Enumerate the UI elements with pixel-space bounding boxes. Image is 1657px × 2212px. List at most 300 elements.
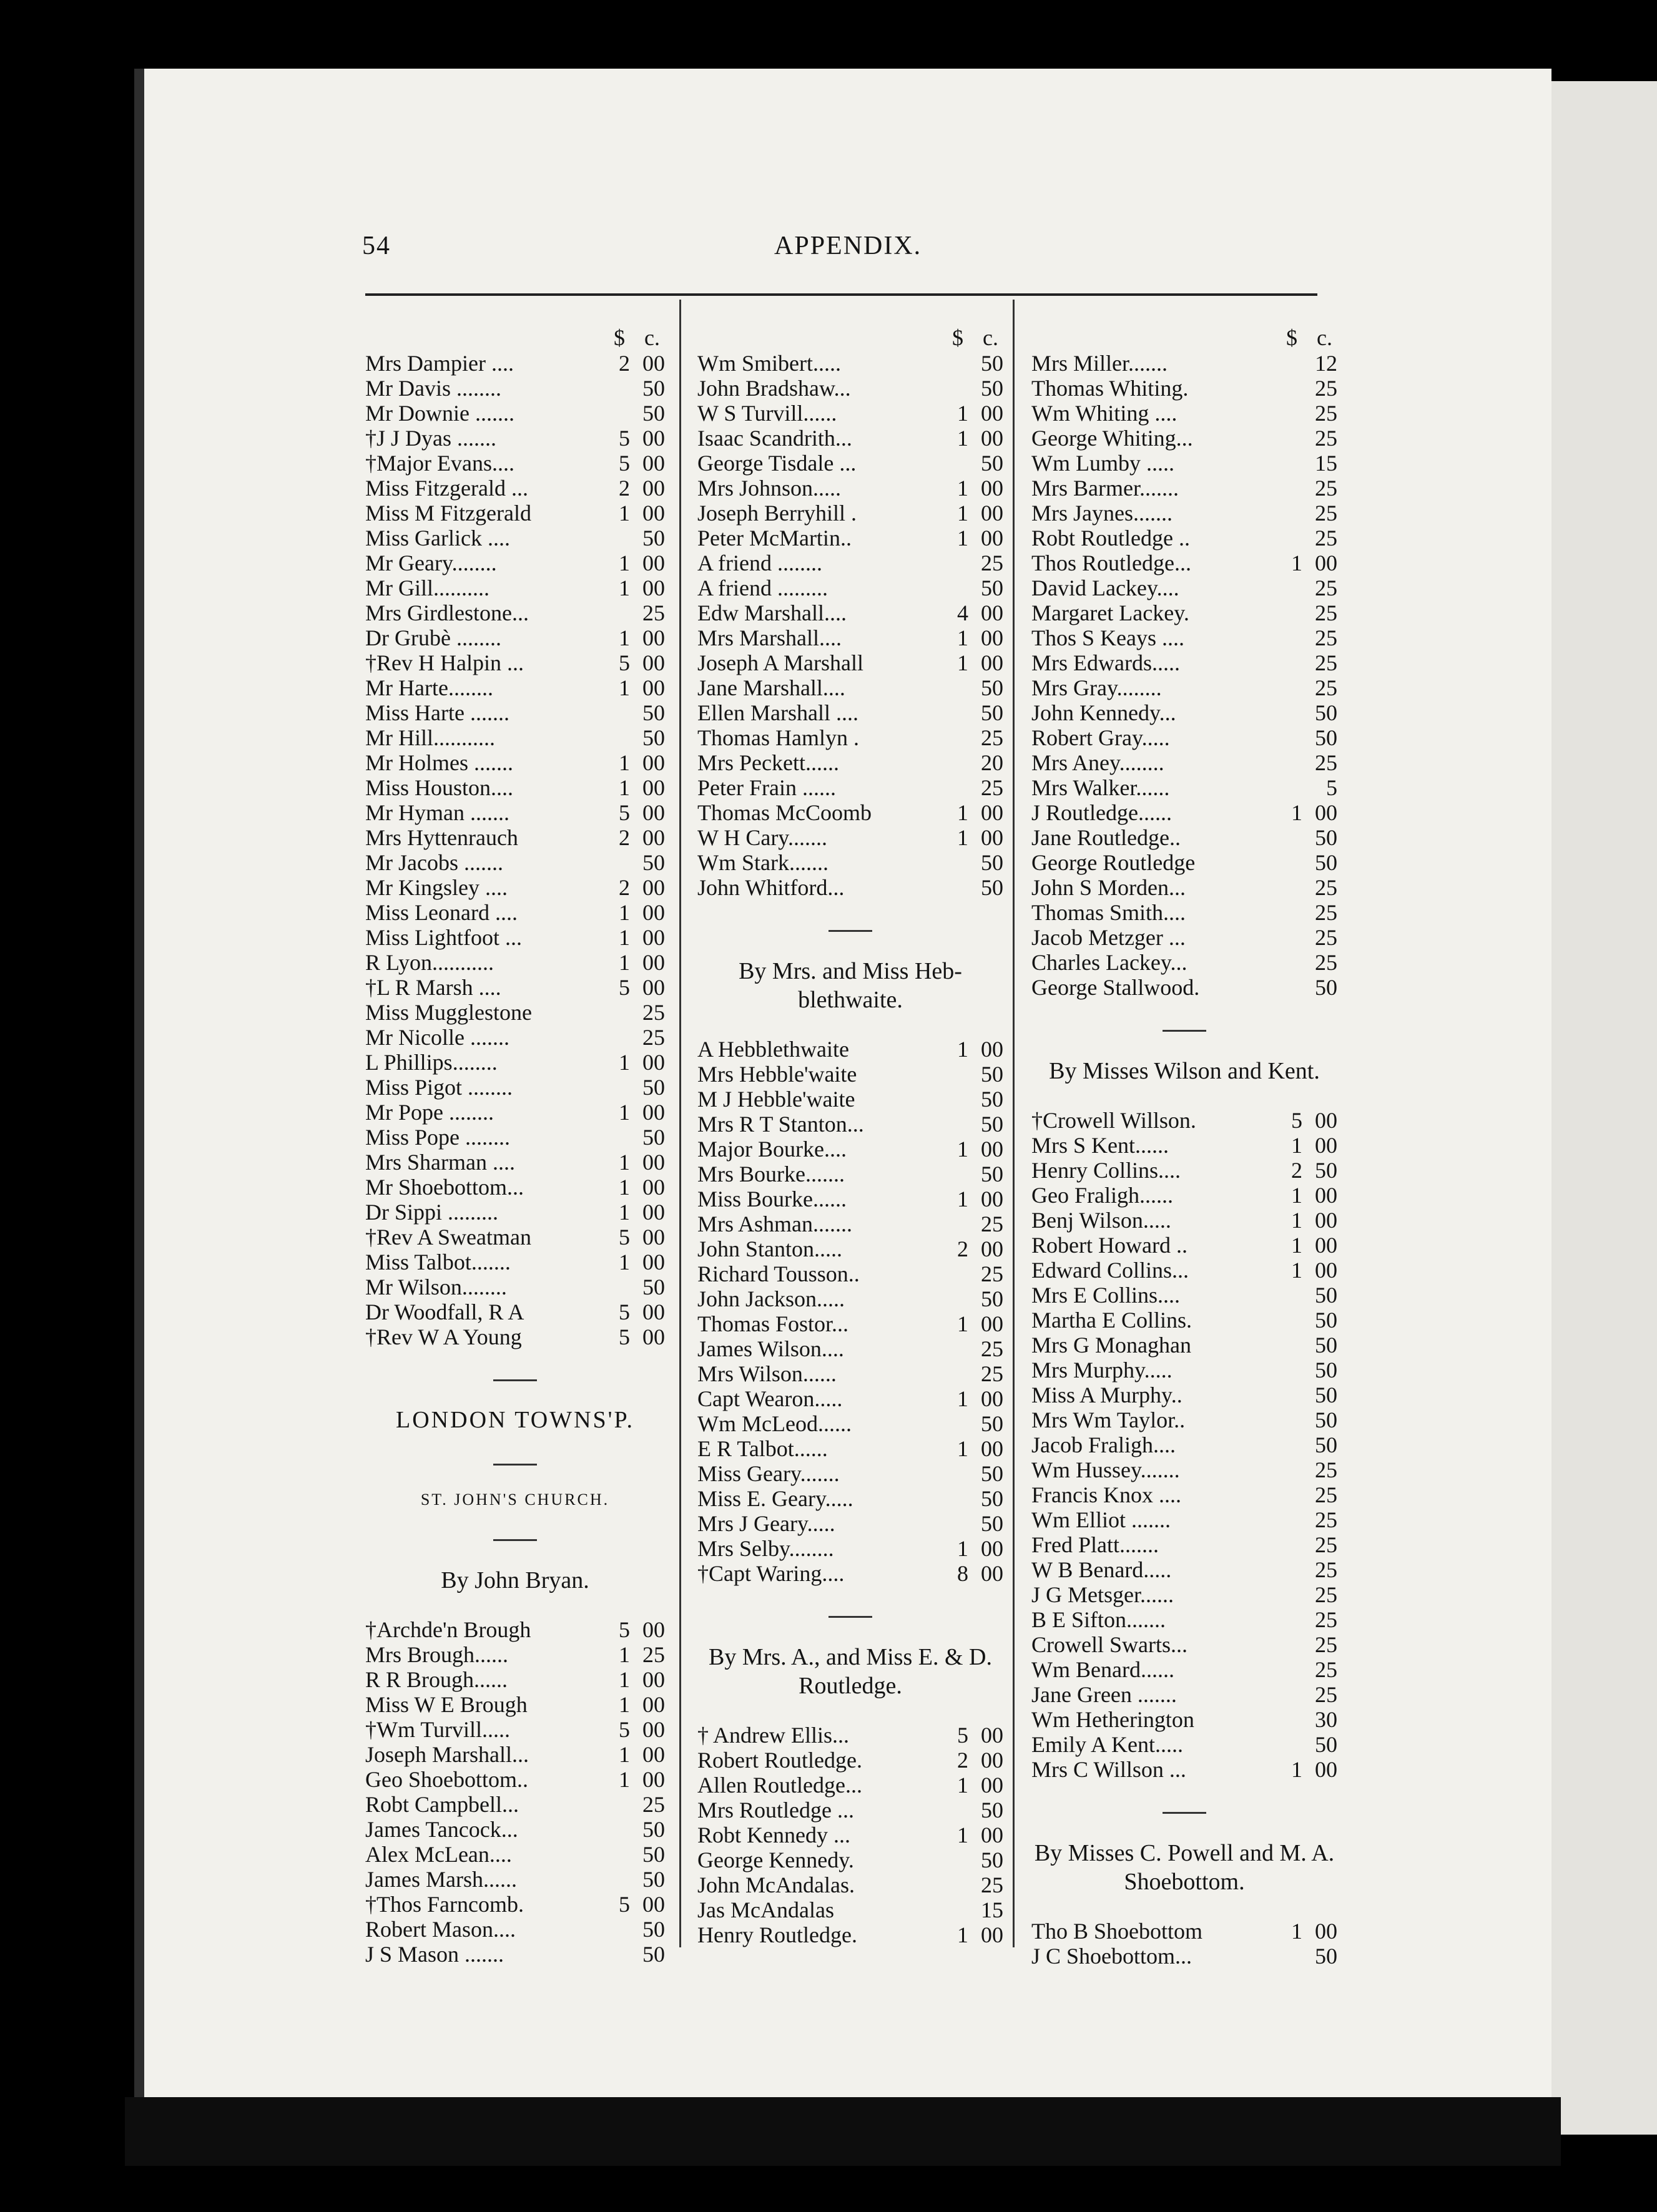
subscriber-row [697,1511,1003,1536]
amount-cents: 00 [981,1723,1003,1748]
amount-cents: 25 [1315,875,1337,900]
cents-header: c. [644,325,660,350]
amount-dollars [605,700,630,725]
subscriber-row [365,1150,665,1175]
subscriber-name: Miss Pope ........ [365,1125,511,1150]
subscriber-row [1031,1482,1337,1507]
subscriber-name: M J Hebble'waite [697,1087,855,1112]
amount-cents: 50 [981,451,1003,476]
subscriber-row [1031,1358,1337,1382]
subscriber-row [697,1561,1003,1586]
amount-dollars [943,376,968,401]
subscriber-row [365,1125,665,1150]
subscriber-name: Dr Sippi ......... [365,1200,499,1225]
subscriber-name: † Andrew Ellis... [697,1723,849,1748]
subscriber-row [365,1299,665,1324]
amount-dollars: 2 [957,1748,968,1773]
amount-dollars: 1 [1291,1133,1302,1158]
amount-dollars [1277,625,1302,650]
amount-cents: 00 [642,800,665,825]
subscriber-row [1031,1183,1337,1208]
amount-dollars [1277,1532,1302,1557]
amount-cents: 00 [981,1536,1003,1561]
amount-cents: 00 [1315,1258,1337,1283]
amount-dollars [605,376,630,401]
subscriber-row [365,1324,665,1349]
subscriber-name: Miss Talbot....... [365,1250,511,1275]
subscriber-name: George Whiting... [1031,426,1193,451]
amount-dollars: 1 [619,675,630,700]
spacer [697,1713,1003,1723]
amount-cents: 25 [1315,1507,1337,1532]
amount-cents: 25 [1315,1457,1337,1482]
amount-dollars [1277,975,1302,1000]
amount-cents: 00 [1315,1183,1337,1208]
amount-dollars [1277,1944,1302,1969]
column-2 [697,325,1003,1947]
subscriber-name: Wm McLeod...... [697,1411,852,1436]
amount-dollars: 1 [957,1037,968,1062]
subscriber-name: Allen Routledge... [697,1773,862,1798]
amount-dollars: 1 [957,825,968,850]
subscriber-name: E R Talbot...... [697,1436,828,1461]
amount-cents: 50 [981,1847,1003,1872]
subscriber-row [1031,1233,1337,1258]
amount-cents: 25 [1315,501,1337,526]
subscriber-name: Mr Downie ....... [365,401,514,426]
subscriber-row [365,1742,665,1767]
subscriber-row [697,575,1003,600]
amount-dollars [943,1211,968,1236]
subscriber-row [365,775,665,800]
amount-dollars: 2 [1291,1158,1302,1183]
amount-dollars [1277,351,1302,376]
subscriber-name: Robert Mason.... [365,1917,516,1942]
subscriber-name: Joseph Berryhill . [697,501,857,526]
amount-dollars: 2 [957,1236,968,1261]
subscriber-name: Dr Woodfall, R A [365,1299,524,1324]
subscriber-name: Mr Kingsley .... [365,875,508,900]
amount-cents: 00 [981,650,1003,675]
amount-cents: 50 [981,1461,1003,1486]
amount-dollars: 1 [957,476,968,501]
amount-dollars: 1 [619,775,630,800]
subscriber-row [365,800,665,825]
amount-cents: 25 [642,1792,665,1817]
subscriber-name: J S Mason ....... [365,1942,504,1967]
amount-cents: 50 [1315,1944,1337,1969]
subscriber-row [1031,1133,1337,1158]
amount-cents: 00 [981,501,1003,526]
subscriber-name: †Thos Farncomb. [365,1892,524,1917]
amount-dollars: 1 [619,1642,630,1667]
subscriber-row [365,1075,665,1100]
amount-cents: 00 [642,1692,665,1717]
subscriber-row [365,1025,665,1050]
subscriber-name: Mrs Walker...... [1031,775,1170,800]
amount-dollars [943,875,968,900]
amount-dollars: 5 [957,1723,968,1748]
subscriber-name: Henry Routledge. [697,1922,857,1947]
amount-dollars: 2 [619,476,630,501]
subscriber-row [1031,1582,1337,1607]
amount-dollars [1277,501,1302,526]
amount-dollars: 1 [957,426,968,451]
amount-dollars [1277,1382,1302,1407]
subscriber-row [365,376,665,401]
subscriber-name: Wm Whiting .... [1031,401,1178,426]
amount-dollars [943,675,968,700]
subscriber-name: A friend ........ [697,551,822,575]
subscriber-row [697,1386,1003,1411]
amount-cents: 25 [1315,675,1337,700]
section-separator [828,930,872,932]
subscriber-row [365,1892,665,1917]
amount-dollars [605,1075,630,1100]
amount-dollars [1277,1482,1302,1507]
amount-dollars [943,775,968,800]
subscriber-row [365,1667,665,1692]
amount-cents: 50 [981,1798,1003,1823]
amount-cents: 00 [642,551,665,575]
subscriber-row [697,625,1003,650]
subscriber-name: †J J Dyas ....... [365,426,497,451]
subscriber-row [1031,1457,1337,1482]
subscriber-row [365,1792,665,1817]
amount-dollars: 1 [1291,1757,1302,1782]
subscriber-row [1031,700,1337,725]
subscriber-row [365,476,665,501]
currency-header [365,325,665,351]
amount-dollars [1277,925,1302,950]
subscriber-name: Mrs Girdlestone... [365,600,529,625]
amount-cents: 00 [981,1748,1003,1773]
subscriber-row [697,426,1003,451]
amount-dollars [943,1798,968,1823]
subscriber-name: Mrs Murphy..... [1031,1358,1173,1382]
amount-dollars: 2 [619,351,630,376]
subscriber-row [365,725,665,750]
amount-cents: 50 [642,526,665,551]
amount-dollars [943,1511,968,1536]
amount-dollars [943,1486,968,1511]
amount-cents: 00 [981,1187,1003,1211]
subscriber-row [1031,476,1337,501]
subscriber-row [365,401,665,426]
amount-dollars [1277,1657,1302,1682]
amount-cents: 00 [1315,551,1337,575]
subscriber-row [697,351,1003,376]
subscriber-name: Jacob Fraligh.... [1031,1432,1176,1457]
subscriber-row [365,1917,665,1942]
amount-cents: 00 [642,675,665,700]
subscriber-name: Mr Nicolle ....... [365,1025,509,1050]
subscriber-name: Mrs Routledge ... [697,1798,854,1823]
subscriber-name: Mrs Hyttenrauch [365,825,518,850]
subscriber-row [365,1617,665,1642]
subscriber-name: Mrs Selby........ [697,1536,834,1561]
amount-cents: 50 [1315,700,1337,725]
amount-cents: 00 [1315,1919,1337,1944]
amount-cents: 00 [642,625,665,650]
amount-dollars [943,551,968,575]
subscriber-row [1031,900,1337,925]
subscriber-name: Jane Green ....... [1031,1682,1177,1707]
amount-dollars [605,1275,630,1299]
amount-cents: 00 [1315,1133,1337,1158]
subscriber-row [697,476,1003,501]
spacer [1031,1909,1337,1919]
subscriber-name: John S Morden... [1031,875,1186,900]
amount-cents: 00 [642,501,665,526]
amount-dollars: 5 [619,1617,630,1642]
amount-dollars: 5 [619,975,630,1000]
subscriber-row [1031,451,1337,476]
subscriber-name: John McAndalas. [697,1872,855,1897]
subscriber-row [697,1112,1003,1137]
amount-dollars [1277,451,1302,476]
amount-dollars [1277,1607,1302,1632]
subscriber-row [697,401,1003,426]
subscriber-name: A friend ......... [697,575,828,600]
amount-dollars: 1 [619,1767,630,1792]
subscriber-name: Wm Elliot ....... [1031,1507,1171,1532]
subscriber-name: Isaac Scandrith... [697,426,852,451]
subscriber-row [365,675,665,700]
amount-cents: 00 [981,526,1003,551]
subscriber-name: Mrs Hebble'waite [697,1062,857,1087]
header-rule [365,293,1317,296]
amount-cents: 50 [981,1062,1003,1087]
subscriber-name: †L R Marsh .... [365,975,501,1000]
subscriber-row [365,925,665,950]
amount-cents: 25 [1315,650,1337,675]
amount-dollars [943,1261,968,1286]
subscriber-row [1031,600,1337,625]
subscriber-row [697,1411,1003,1436]
amount-dollars [605,1025,630,1050]
subscriber-name: Richard Tousson.. [697,1261,860,1286]
subscriber-name: Mrs J Geary..... [697,1511,835,1536]
amount-dollars: 4 [957,600,968,625]
amount-dollars [1277,1632,1302,1657]
amount-cents: 00 [642,451,665,476]
subscriber-row [697,1897,1003,1922]
amount-dollars: 1 [619,1100,630,1125]
amount-cents: 25 [981,1336,1003,1361]
subscriber-row [365,850,665,875]
amount-cents: 00 [642,975,665,1000]
amount-cents: 00 [981,1037,1003,1062]
amount-cents: 50 [642,1842,665,1867]
subscriber-row [1031,1208,1337,1233]
subscriber-row [1031,1607,1337,1632]
amount-dollars: 1 [619,950,630,975]
subscriber-name: Mr Hill........... [365,725,496,750]
amount-dollars [1277,875,1302,900]
subscriber-row [697,501,1003,526]
subscriber-row [1031,351,1337,376]
amount-dollars: 1 [619,1742,630,1767]
subscriber-row [1031,950,1337,975]
amount-cents: 00 [642,750,665,775]
subscriber-name: R R Brough...... [365,1667,508,1692]
subscriber-row [697,1723,1003,1748]
subscriber-row [1031,1632,1337,1657]
subscriber-row [365,600,665,625]
amount-dollars: 5 [619,1299,630,1324]
subscriber-name: †Crowell Willson. [1031,1108,1196,1133]
amount-cents: 50 [981,1486,1003,1511]
amount-dollars [943,1286,968,1311]
subscriber-row [365,1642,665,1667]
subscriber-row [697,1162,1003,1187]
subscriber-name: Peter McMartin.. [697,526,852,551]
subscriber-name: Mr Geary........ [365,551,497,575]
amount-dollars: 1 [619,625,630,650]
subscriber-name: Joseph A Marshall [697,650,863,675]
subscriber-row [1031,1333,1337,1358]
subscriber-name: †Rev A Sweatman [365,1225,531,1250]
amount-dollars: 1 [619,575,630,600]
amount-dollars [1277,1333,1302,1358]
subscriber-row [1031,575,1337,600]
amount-dollars [1277,700,1302,725]
amount-dollars: 2 [619,875,630,900]
subscriber-name: James Tancock... [365,1817,518,1842]
subscriber-name: Edward Collins... [1031,1258,1189,1283]
amount-dollars [1277,775,1302,800]
subscriber-row [697,675,1003,700]
amount-dollars [1277,1457,1302,1482]
subscriber-name: Wm Benard...... [1031,1657,1174,1682]
amount-cents: 25 [981,1872,1003,1897]
amount-dollars: 5 [619,1324,630,1349]
amount-dollars [605,1917,630,1942]
subscriber-name: W S Turvill...... [697,401,837,426]
amount-cents: 25 [1315,1532,1337,1557]
amount-cents: 5 [1326,775,1337,800]
subscriber-row [697,1536,1003,1561]
amount-dollars: 1 [619,750,630,775]
subscriber-name: Mrs Wm Taylor.. [1031,1407,1186,1432]
amount-cents: 00 [981,401,1003,426]
amount-cents: 00 [981,625,1003,650]
subscriber-row [365,501,665,526]
subscriber-row [697,775,1003,800]
section-separator [1163,1030,1206,1032]
subscriber-row [365,451,665,476]
subscriber-row [1031,1407,1337,1432]
subscriber-name: Thomas Fostor... [697,1311,849,1336]
amount-dollars [1277,575,1302,600]
amount-cents: 12 [1315,351,1337,376]
amount-cents: 50 [1315,1158,1337,1183]
amount-cents: 00 [642,775,665,800]
subscriber-row [365,1200,665,1225]
amount-dollars: 1 [1291,1208,1302,1233]
subscriber-name: Miss Garlick .... [365,526,510,551]
amount-cents: 50 [981,1286,1003,1311]
subscriber-row [697,1847,1003,1872]
subscriber-name: Thomas Hamlyn . [697,725,859,750]
section-separator [493,1379,537,1381]
subscriber-name: Mr Shoebottom... [365,1175,524,1200]
subscriber-row [365,351,665,376]
subscriber-name: Martha E Collins. [1031,1308,1192,1333]
subscriber-row [365,1225,665,1250]
amount-dollars [1277,1283,1302,1308]
subscriber-name: Robt Routledge .. [1031,526,1190,551]
amount-dollars: 5 [619,451,630,476]
subscriber-row [365,1175,665,1200]
subscriber-name: James Wilson.... [697,1336,844,1361]
amount-dollars [943,351,968,376]
subscriber-name: Mrs Barmer....... [1031,476,1179,501]
amount-cents: 50 [1315,1432,1337,1457]
subscriber-name: Tho B Shoebottom [1031,1919,1203,1944]
subscriber-name: George Routledge [1031,850,1196,875]
subscriber-row [365,1942,665,1967]
subscriber-name: Fred Platt....... [1031,1532,1159,1557]
subscriber-row [365,625,665,650]
amount-dollars: 5 [619,800,630,825]
subscriber-name: Miss E. Geary..... [697,1486,853,1511]
subscriber-name: Mrs S Kent...... [1031,1133,1169,1158]
amount-cents: 25 [1315,625,1337,650]
subscriber-name: Mrs Miller....... [1031,351,1168,376]
subscriber-name: Ellen Marshall .... [697,700,858,725]
amount-cents: 50 [981,1411,1003,1436]
amount-dollars: 1 [957,401,968,426]
subscriber-row [1031,625,1337,650]
amount-cents: 00 [1315,1208,1337,1233]
subscriber-row [1031,775,1337,800]
amount-cents: 00 [642,1892,665,1917]
subscriber-row [697,1922,1003,1947]
amount-cents: 00 [642,1617,665,1642]
amount-dollars: 1 [1291,1919,1302,1944]
subscriber-row [1031,675,1337,700]
subscriber-name: Wm Hetherington [1031,1707,1194,1732]
church-heading: ST. JOHN'S CHURCH. [420,1490,610,1509]
subscriber-name: Mrs Johnson..... [697,476,842,501]
amount-cents: 25 [981,725,1003,750]
amount-cents: 25 [1315,900,1337,925]
subscriber-row [697,1087,1003,1112]
amount-dollars [605,1942,630,1967]
amount-cents: 00 [642,426,665,451]
subscriber-name: Thos S Keays .... [1031,625,1184,650]
amount-cents: 25 [642,1000,665,1025]
amount-dollars [605,725,630,750]
amount-cents: 50 [981,1511,1003,1536]
section-heading: By Mrs. and Miss Heb-blethwaite. [739,958,962,1013]
section-title: LONDON TOWNS'P. [396,1407,634,1433]
subscriber-name: Thos Routledge... [1031,551,1191,575]
subscriber-name: Robt Campbell... [365,1792,519,1817]
amount-cents: 00 [642,1250,665,1275]
subscriber-name: John Whitford... [697,875,845,900]
subscriber-name: David Lackey.... [1031,575,1179,600]
amount-cents: 50 [981,376,1003,401]
subscriber-row [697,1187,1003,1211]
amount-cents: 00 [642,1767,665,1792]
amount-dollars: 1 [619,551,630,575]
subscriber-row [365,1692,665,1717]
amount-cents: 50 [1315,1333,1337,1358]
amount-cents: 50 [642,725,665,750]
